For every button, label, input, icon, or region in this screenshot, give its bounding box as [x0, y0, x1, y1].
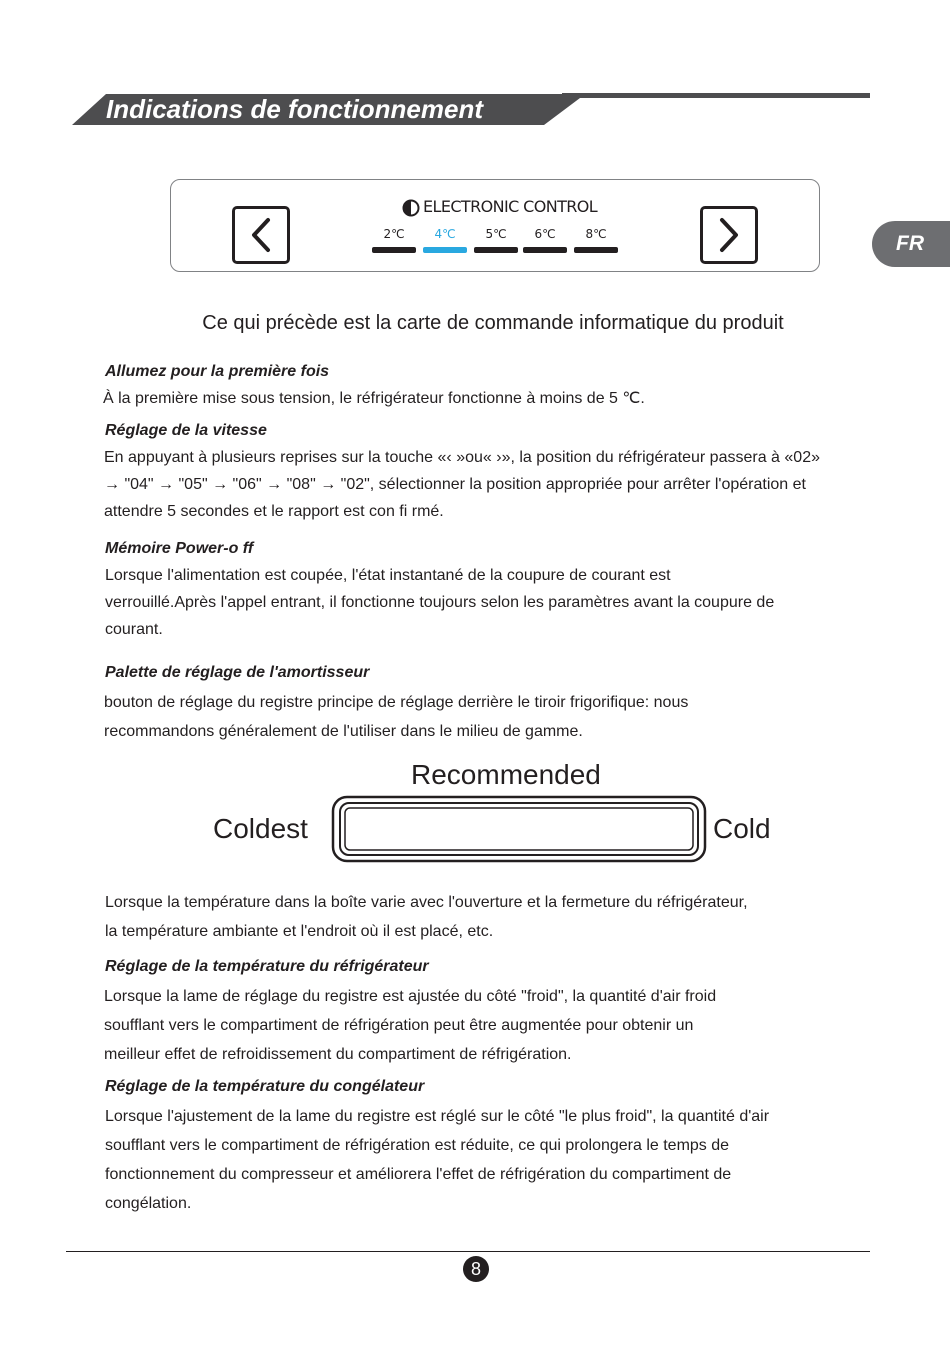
temp-bar: [474, 247, 518, 253]
footer-divider: [66, 1251, 870, 1252]
left-arrow-button: [232, 206, 290, 264]
language-tab: [872, 221, 950, 267]
temp-indicator-4: [422, 227, 468, 253]
paragraph-line: bouton de réglage du registre principe de réglage derrière le tiroir frigorifique: nous: [104, 694, 689, 711]
temp-label: 5℃: [485, 227, 507, 241]
paragraph-line: Lorsque l'ajustement de la lame du registre est réglé sur le côté "le plus froid", la quantité d'air: [105, 1108, 770, 1125]
paragraph-line: fonctionnement du compresseur et améliorera l'effet de réfrigération du compartiment de: [105, 1166, 732, 1183]
page-title: Indications de fonctionnement: [106, 94, 484, 124]
paragraph-line: → "04" → "05" → "06" → "08" → "02", sélectionner la position appropriée pour arrêter l'opération et: [104, 476, 806, 493]
temp-label: 6℃: [534, 227, 556, 241]
chevron-left-icon: [235, 209, 287, 261]
control-panel-illustration: [170, 179, 820, 272]
heading-memory: Mémoire Power-o ff: [105, 540, 254, 557]
heading-fridge-temp: Réglage de la température du réfrigérateur: [105, 958, 429, 975]
temp-indicator-5: [473, 227, 519, 253]
temp-label: 8℃: [585, 227, 607, 241]
language-label: FR: [896, 232, 924, 255]
paragraph-line: Lorsque la lame de réglage du registre est ajustée du côté "froid", la quantité d'air froid: [104, 988, 717, 1005]
paragraph-line: Lorsque l'alimentation est coupée, l'état instantané de la coupure de courant est: [105, 567, 671, 584]
temp-indicator-2: [371, 227, 417, 253]
temp-label: 4℃: [434, 227, 456, 241]
heading-freezer-temp: Réglage de la température du congélateur: [105, 1078, 425, 1095]
temp-bar: [574, 247, 618, 253]
heading-speed: Réglage de la vitesse: [105, 422, 267, 439]
panel-caption: Ce qui précède est la carte de commande informatique du produit: [202, 312, 784, 334]
temp-bar: [372, 247, 416, 253]
damper-slider-diagram: [331, 795, 707, 863]
temp-bar: [423, 247, 467, 253]
heading-first-start: Allumez pour la première fois: [105, 363, 330, 380]
electronic-control-icon: [402, 199, 420, 217]
temp-indicator-6: [522, 227, 568, 253]
paragraph-line: meilleur effet de refroidissement du compartiment de réfrigération.: [104, 1046, 572, 1063]
paragraph-line: soufflant vers le compartiment de réfrigération peut être augmentée pour obtenir un: [104, 1017, 694, 1034]
heading-damper: Palette de réglage de l'amortisseur: [105, 664, 370, 681]
electronic-control-label: ELECTRONIC CONTROL: [423, 197, 598, 216]
paragraph-line: courant.: [105, 621, 163, 638]
paragraph-line: Lorsque la température dans la boîte varie avec l'ouverture et la fermeture du réfrigérateur,: [105, 894, 748, 911]
page-number-badge: 8: [463, 1256, 489, 1282]
paragraph-line: congélation.: [105, 1195, 192, 1212]
temp-bar: [523, 247, 567, 253]
temp-label: 2℃: [383, 227, 405, 241]
paragraph-line: recommandons généralement de l'utiliser dans le milieu de gamme.: [104, 723, 583, 740]
temp-indicator-8: [573, 227, 619, 253]
damper-cold-label: Cold: [713, 813, 771, 844]
right-arrow-button: [700, 206, 758, 264]
paragraph-line: À la première mise sous tension, le réfrigérateur fonctionne à moins de 5 ℃.: [103, 390, 645, 407]
paragraph-line: attendre 5 secondes et le rapport est con fi rmé.: [104, 503, 444, 520]
paragraph-line: soufflant vers le compartiment de réfrigération est réduite, ce qui prolongera le temps de: [105, 1137, 730, 1154]
paragraph-line: la température ambiante et l'endroit où il est placé, etc.: [105, 923, 494, 940]
paragraph-line: En appuyant à plusieurs reprises sur la touche «‹ »ou« ›», la position du réfrigérateur passera à «02»: [104, 449, 820, 466]
damper-coldest-label: Coldest: [213, 813, 308, 844]
damper-recommended-label: Recommended: [411, 759, 601, 790]
paragraph-line: verrouillé.Après l'appel entrant, il fonctionne toujours selon les paramètres avant la coupure de: [105, 594, 775, 611]
chevron-right-icon: [703, 209, 755, 261]
